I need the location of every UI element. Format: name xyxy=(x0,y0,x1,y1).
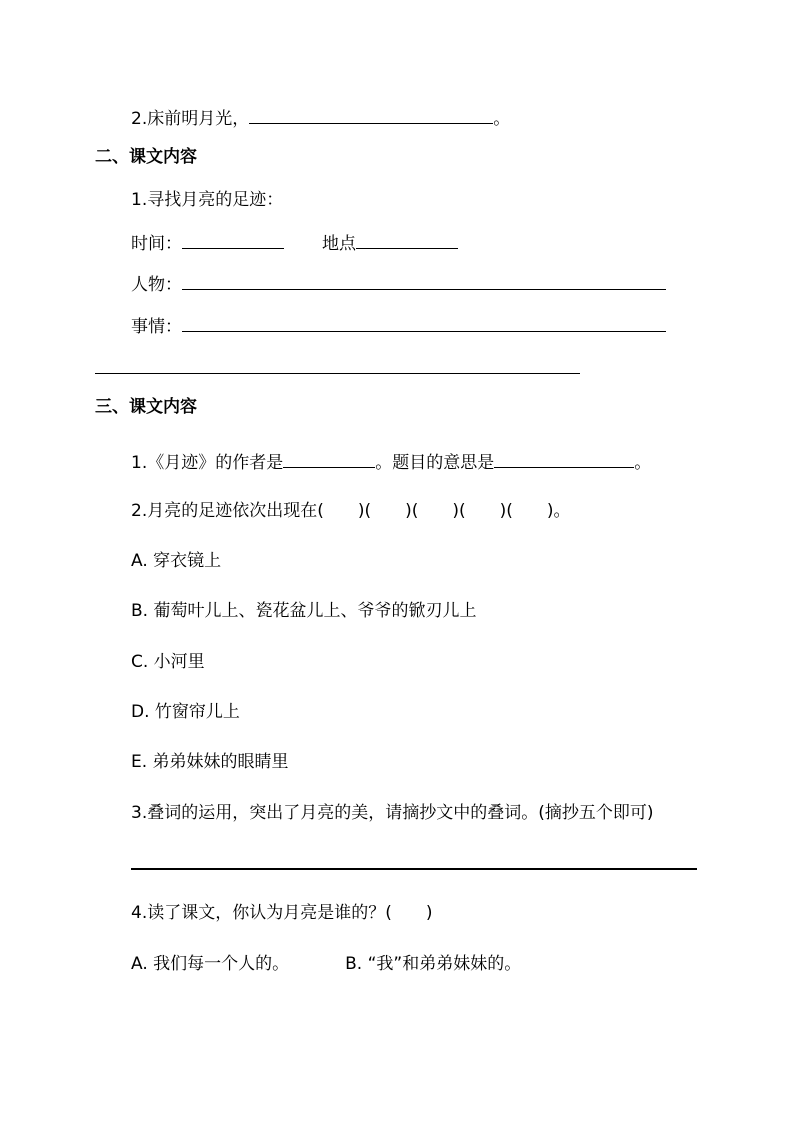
time-label: 时间： xyxy=(131,234,182,254)
author-blank[interactable] xyxy=(283,451,375,468)
q4-option-b: B. “我”和弟弟妹妹的。 xyxy=(345,954,522,974)
option-c: C. 小河里 xyxy=(131,652,205,672)
answer-blank[interactable] xyxy=(249,107,493,124)
people-label: 人物： xyxy=(131,275,182,295)
people-row xyxy=(131,273,666,295)
place-blank[interactable] xyxy=(356,232,458,249)
q4-option-a: A. 我们每一个人的。 xyxy=(131,954,290,974)
option-d: D. 竹窗帘儿上 xyxy=(131,702,240,722)
question-1-moon-trail: 1.寻找月亮的足迹： xyxy=(131,190,284,210)
answer-line-q3[interactable] xyxy=(131,868,697,870)
event-continuation-line[interactable] xyxy=(95,373,580,374)
people-blank[interactable] xyxy=(182,273,666,290)
question-4-options xyxy=(131,954,521,974)
title-meaning-prompt: 。题目的意思是 xyxy=(375,453,495,473)
section-heading-3: 三、课文内容 xyxy=(95,397,197,417)
section-heading-2: 二、课文内容 xyxy=(95,147,197,167)
event-label: 事情： xyxy=(131,317,182,337)
option-e: E. 弟弟妹妹的眼睛里 xyxy=(131,752,289,772)
time-blank[interactable] xyxy=(182,232,284,249)
author-prompt: 1.《月迹》的作者是 xyxy=(131,453,284,473)
question-4-whose-moon: 4.读了课文，你认为月亮是谁的？( ) xyxy=(131,903,433,923)
question-text: 2.床前明月光， xyxy=(131,109,250,129)
event-row xyxy=(131,315,666,337)
question-3-reduplicated-words: 3.叠词的运用，突出了月亮的美，请摘抄文中的叠词。(摘抄五个即可) xyxy=(131,803,654,823)
title-meaning-blank[interactable] xyxy=(494,451,634,468)
question-2-order: 2.月亮的足迹依次出现在( )( )( )( )( )。 xyxy=(131,501,571,521)
event-blank[interactable] xyxy=(182,315,666,332)
place-label: 地点 xyxy=(322,234,356,254)
option-b: B. 葡萄叶儿上、瓷花盆儿上、爷爷的锨刃儿上 xyxy=(131,601,477,621)
punctuation: 。 xyxy=(634,453,652,473)
option-a: A. 穿衣镜上 xyxy=(131,551,222,571)
time-place-row xyxy=(131,232,458,254)
punctuation: 。 xyxy=(493,109,511,129)
question-1-author xyxy=(131,451,651,473)
question-2-poem xyxy=(131,107,510,129)
